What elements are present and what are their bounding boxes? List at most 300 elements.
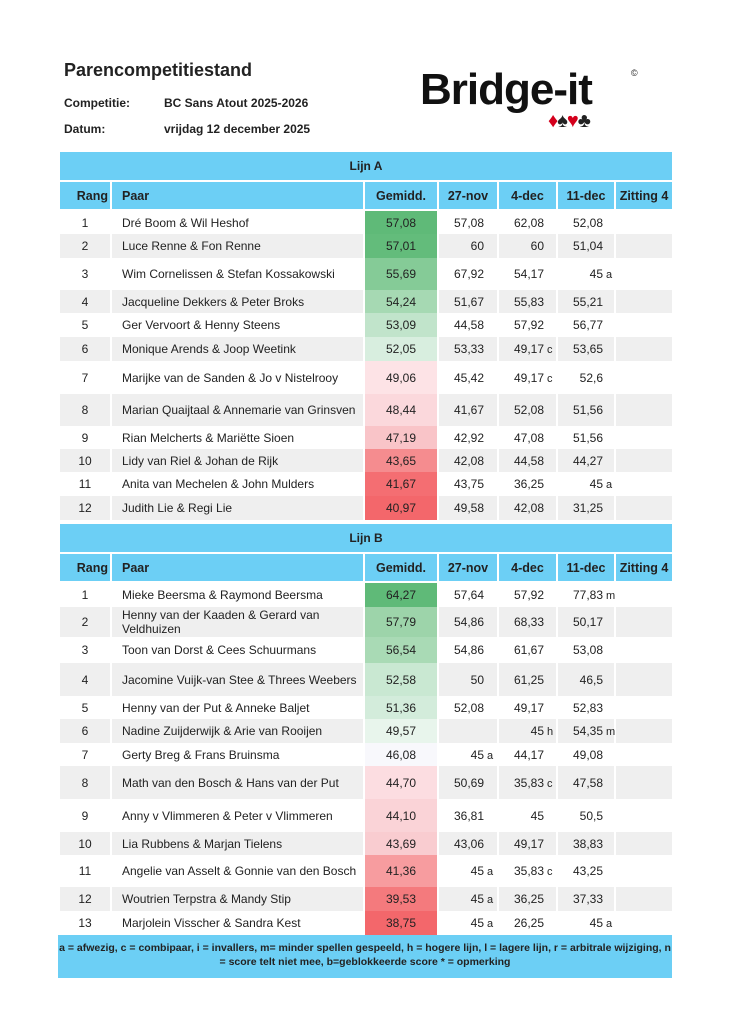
session-score-cell (557, 696, 615, 719)
column-header: Rang (59, 553, 111, 582)
table-row (59, 234, 673, 258)
average-cell: 49,06 (364, 361, 438, 394)
session-4-cell (615, 394, 673, 426)
session-4-cell (615, 911, 673, 935)
session-score-cell (438, 582, 498, 607)
score-flag: c (547, 344, 553, 356)
session-score-cell (498, 496, 557, 520)
score-value: 50,69 (453, 775, 484, 790)
score-value: 45 (470, 892, 484, 906)
session-score-cell (498, 426, 557, 449)
session-4-cell (615, 766, 673, 799)
score-value: 51,67 (453, 294, 484, 309)
column-header-row (59, 181, 673, 210)
average-cell: 41,67 (364, 472, 438, 496)
pair-name-cell: Ger Vervoort & Henny Steens (111, 313, 364, 337)
score-flag: a (606, 269, 613, 281)
score-value: 52,83 (572, 700, 603, 715)
table-row (59, 887, 673, 911)
line-title: Lijn A (59, 151, 673, 181)
session-score-cell (438, 663, 498, 696)
score-value: 35,83 (513, 775, 544, 790)
session-score-cell (557, 887, 615, 911)
session-score-cell (438, 426, 498, 449)
average-cell: 56,54 (364, 637, 438, 663)
session-4-cell (615, 258, 673, 290)
score-value: 61,67 (513, 643, 544, 657)
table-row (59, 449, 673, 472)
logo-copyright: © (631, 68, 638, 78)
score-value: 57,08 (453, 215, 484, 230)
score-value: 47,58 (572, 775, 603, 790)
pair-name-cell: Monique Arends & Joop Weetink (111, 337, 364, 361)
session-score-cell (557, 449, 615, 472)
rank-cell: 12 (59, 887, 111, 911)
column-header: Gemidd. (364, 553, 438, 582)
pair-name-cell: Luce Renne & Fon Renne (111, 234, 364, 258)
session-4-cell (615, 337, 673, 361)
average-cell: 47,19 (364, 426, 438, 449)
table-row (59, 832, 673, 855)
session-4-cell (615, 607, 673, 637)
session-score-cell (438, 911, 498, 935)
score-value: 45 (589, 267, 603, 281)
column-header: 27-nov (438, 181, 498, 210)
score-flag: a (487, 894, 494, 906)
average-cell: 48,44 (364, 394, 438, 426)
session-score-cell (498, 472, 557, 496)
score-value: 55,21 (572, 294, 603, 309)
table-row (59, 855, 673, 887)
score-value: 49,17 (513, 342, 544, 356)
table-row (59, 313, 673, 337)
score-value: 54,86 (453, 643, 484, 657)
table-row (59, 426, 673, 449)
score-value: 45 (530, 808, 544, 823)
score-value: 45 (470, 747, 484, 762)
score-value: 26,25 (513, 916, 544, 930)
score-value: 49,08 (572, 747, 603, 762)
session-score-cell (498, 911, 557, 935)
datum-value: vrijdag 12 december 2025 (164, 122, 311, 136)
session-score-cell (498, 663, 557, 696)
datum-label: Datum: (64, 122, 106, 136)
score-flag: a (487, 866, 494, 878)
session-score-cell (557, 426, 615, 449)
session-score-cell (438, 472, 498, 496)
rank-cell: 1 (59, 582, 111, 607)
session-score-cell (438, 743, 498, 766)
session-score-cell (557, 394, 615, 426)
column-header: 27-nov (438, 553, 498, 582)
score-flag: a (487, 918, 494, 930)
rank-cell: 10 (59, 449, 111, 472)
session-score-cell (438, 337, 498, 361)
column-header: 4-dec (498, 553, 557, 582)
score-value: 45,42 (453, 370, 484, 385)
pair-name-cell: Henny van der Put & Anneke Baljet (111, 696, 364, 719)
score-flag: a (487, 749, 494, 762)
score-value: 49,17 (513, 370, 544, 385)
score-value: 41,67 (453, 403, 484, 417)
rank-cell: 13 (59, 911, 111, 935)
average-cell: 52,05 (364, 337, 438, 361)
session-score-cell (438, 258, 498, 290)
session-score-cell (498, 337, 557, 361)
average-cell: 44,70 (364, 766, 438, 799)
average-cell: 55,69 (364, 258, 438, 290)
session-4-cell (615, 313, 673, 337)
score-value: 49,58 (453, 501, 484, 515)
average-cell: 54,24 (364, 290, 438, 313)
column-header: Paar (111, 553, 364, 582)
line-header (59, 151, 673, 181)
session-score-cell (498, 832, 557, 855)
rank-cell: 1 (59, 210, 111, 234)
session-score-cell (498, 361, 557, 394)
pair-name-cell: Dré Boom & Wil Heshof (111, 210, 364, 234)
bridge-it-logo (420, 66, 650, 136)
session-4-cell (615, 361, 673, 394)
session-4-cell (615, 210, 673, 234)
rank-cell: 5 (59, 696, 111, 719)
session-4-cell (615, 449, 673, 472)
session-score-cell (557, 313, 615, 337)
average-cell: 51,36 (364, 696, 438, 719)
competitie-value: BC Sans Atout 2025-2026 (164, 96, 309, 110)
score-value: 52,08 (572, 215, 603, 230)
score-flag: m (606, 590, 616, 602)
logo-text: Bridge-it (420, 65, 592, 114)
pair-name-cell: Gerty Breg & Frans Bruinsma (111, 743, 364, 766)
table-row (59, 394, 673, 426)
score-flag: a (606, 479, 613, 491)
average-cell: 43,69 (364, 832, 438, 855)
session-score-cell (498, 210, 557, 234)
column-header: Zitting 4 (615, 181, 673, 210)
score-value: 44,27 (572, 453, 603, 468)
score-value: 38,83 (572, 836, 603, 851)
table-row (59, 637, 673, 663)
rank-cell: 11 (59, 855, 111, 887)
session-score-cell (557, 743, 615, 766)
average-cell: 39,53 (364, 887, 438, 911)
pair-name-cell: Woutrien Terpstra & Mandy Stip (111, 887, 364, 911)
session-score-cell (498, 394, 557, 426)
session-score-cell (438, 394, 498, 426)
score-value: 50,17 (572, 615, 603, 629)
score-value: 62,08 (513, 215, 544, 230)
rank-cell: 8 (59, 394, 111, 426)
session-score-cell (557, 855, 615, 887)
table-row (59, 472, 673, 496)
rank-cell: 9 (59, 799, 111, 832)
table-row (59, 582, 673, 607)
rank-cell: 6 (59, 337, 111, 361)
session-score-cell (438, 361, 498, 394)
score-value: 50,5 (579, 808, 603, 823)
session-score-cell (498, 766, 557, 799)
table-row (59, 696, 673, 719)
rank-cell: 4 (59, 290, 111, 313)
rank-cell: 8 (59, 766, 111, 799)
score-value: 47,08 (513, 430, 544, 445)
line-title: Lijn B (59, 523, 673, 553)
session-score-cell (498, 290, 557, 313)
session-score-cell (557, 361, 615, 394)
rank-cell: 11 (59, 472, 111, 496)
pair-name-cell: Rian Melcherts & Mariëtte Sioen (111, 426, 364, 449)
rank-cell: 3 (59, 258, 111, 290)
column-header-row (59, 553, 673, 582)
score-value: 36,25 (513, 892, 544, 906)
score-value: 45 (589, 477, 603, 491)
session-score-cell (438, 290, 498, 313)
score-value: 54,17 (513, 267, 544, 281)
pair-name-cell: Math van den Bosch & Hans van der Put (111, 766, 364, 799)
session-score-cell (498, 696, 557, 719)
session-score-cell (438, 887, 498, 911)
score-value: 55,83 (513, 294, 544, 309)
table-row (59, 337, 673, 361)
session-4-cell (615, 472, 673, 496)
session-score-cell (557, 719, 615, 743)
rank-cell: 6 (59, 719, 111, 743)
score-value: 45 (470, 916, 484, 930)
score-value: 36,25 (513, 477, 544, 491)
score-value: 53,65 (572, 342, 603, 356)
session-score-cell (557, 337, 615, 361)
table-row (59, 607, 673, 637)
session-score-cell (498, 637, 557, 663)
score-value: 54,86 (453, 615, 484, 629)
score-value: 49,17 (513, 836, 544, 851)
score-value: 36,81 (453, 808, 484, 823)
session-score-cell (438, 234, 498, 258)
average-cell: 38,75 (364, 911, 438, 935)
rank-cell: 7 (59, 743, 111, 766)
pair-name-cell: Marijke van de Sanden & Jo v Nistelrooy (111, 361, 364, 394)
rank-cell: 9 (59, 426, 111, 449)
session-score-cell (557, 663, 615, 696)
average-cell: 41,36 (364, 855, 438, 887)
standings-table-b (58, 522, 674, 935)
average-cell: 52,58 (364, 663, 438, 696)
score-value: 44,58 (453, 318, 484, 332)
rank-cell: 12 (59, 496, 111, 520)
score-value: 51,56 (572, 403, 603, 417)
session-4-cell (615, 496, 673, 520)
score-value: 43,75 (453, 477, 484, 491)
rank-cell: 2 (59, 234, 111, 258)
session-4-cell (615, 855, 673, 887)
pair-name-cell: Mieke Beersma & Raymond Beersma (111, 582, 364, 607)
table-row (59, 743, 673, 766)
average-cell: 57,01 (364, 234, 438, 258)
session-score-cell (498, 887, 557, 911)
score-value: 53,33 (453, 342, 484, 356)
score-value: 45 (530, 724, 544, 738)
session-score-cell (557, 637, 615, 663)
session-score-cell (557, 234, 615, 258)
session-score-cell (498, 607, 557, 637)
table-row (59, 258, 673, 290)
column-header: 4-dec (498, 181, 557, 210)
table-row (59, 496, 673, 520)
session-score-cell (498, 799, 557, 832)
column-header: Zitting 4 (615, 553, 673, 582)
score-value: 61,25 (513, 672, 544, 687)
score-flag: c (547, 866, 553, 878)
score-value: 49,17 (513, 700, 544, 715)
score-value: 77,83 (572, 588, 603, 602)
score-value: 37,33 (572, 892, 603, 906)
session-score-cell (557, 832, 615, 855)
score-value: 31,25 (572, 501, 603, 515)
session-score-cell (557, 582, 615, 607)
table-row (59, 361, 673, 394)
column-header: 11-dec (557, 553, 615, 582)
average-cell: 43,65 (364, 449, 438, 472)
session-score-cell (438, 210, 498, 234)
score-value: 52,08 (513, 403, 544, 417)
score-value: 57,64 (453, 588, 484, 602)
score-value: 57,92 (513, 318, 544, 332)
score-flag: c (547, 372, 553, 385)
score-value: 52,08 (453, 700, 484, 715)
average-cell: 46,08 (364, 743, 438, 766)
pair-name-cell: Anita van Mechelen & John Mulders (111, 472, 364, 496)
score-value: 42,08 (453, 453, 484, 468)
session-score-cell (438, 496, 498, 520)
session-score-cell (498, 855, 557, 887)
score-value: 68,33 (513, 615, 544, 629)
score-value: 44,17 (513, 747, 544, 762)
pair-name-cell: Lia Rubbens & Marjan Tielens (111, 832, 364, 855)
session-score-cell (498, 234, 557, 258)
session-score-cell (498, 719, 557, 743)
score-value: 45 (589, 916, 603, 930)
session-4-cell (615, 832, 673, 855)
table-row (59, 290, 673, 313)
pair-name-cell: Marian Quaijtaal & Annemarie van Grinsven (111, 394, 364, 426)
session-score-cell (557, 911, 615, 935)
table-row (59, 719, 673, 743)
score-value: 54,35 (572, 724, 603, 738)
standings-table-a (58, 150, 674, 520)
line-header (59, 523, 673, 553)
session-4-cell (615, 637, 673, 663)
pair-name-cell: Lidy van Riel & Johan de Rijk (111, 449, 364, 472)
session-score-cell (557, 766, 615, 799)
session-score-cell (438, 607, 498, 637)
session-score-cell (498, 258, 557, 290)
average-cell: 44,10 (364, 799, 438, 832)
rank-cell: 10 (59, 832, 111, 855)
score-value: 51,56 (572, 430, 603, 445)
session-4-cell (615, 663, 673, 696)
score-value: 50 (470, 672, 484, 687)
session-score-cell (438, 696, 498, 719)
session-4-cell (615, 799, 673, 832)
average-cell: 40,97 (364, 496, 438, 520)
session-score-cell (438, 855, 498, 887)
table-row (59, 663, 673, 696)
session-score-cell (557, 210, 615, 234)
session-score-cell (498, 582, 557, 607)
rank-cell: 7 (59, 361, 111, 394)
rank-cell: 5 (59, 313, 111, 337)
score-value: 56,77 (572, 318, 603, 332)
session-score-cell (438, 766, 498, 799)
score-value: 53,08 (572, 643, 603, 657)
score-value: 51,04 (572, 239, 603, 253)
score-value: 43,25 (572, 864, 603, 878)
card-suits-icon: ♦♠♥♣ (548, 110, 590, 132)
session-score-cell (557, 472, 615, 496)
pair-name-cell: Anny v Vlimmeren & Peter v Vlimmeren (111, 799, 364, 832)
score-value: 57,92 (513, 588, 544, 602)
session-score-cell (438, 637, 498, 663)
average-cell: 57,79 (364, 607, 438, 637)
session-4-cell (615, 234, 673, 258)
session-score-cell (498, 743, 557, 766)
score-flag: c (547, 777, 553, 790)
column-header: 11-dec (557, 181, 615, 210)
column-header: Paar (111, 181, 364, 210)
score-value: 60 (470, 239, 484, 253)
legend-footer: a = afwezig, c = combipaar, i = invallers, m= minder spellen gespeeld, h = hogere lijn, l = lagere lijn, r = arbitrale wijziging, n = score telt niet mee, b=geblokkeerde score * = opmerking (58, 935, 672, 978)
session-4-cell (615, 743, 673, 766)
session-4-cell (615, 887, 673, 911)
session-4-cell (615, 426, 673, 449)
average-cell: 49,57 (364, 719, 438, 743)
pair-name-cell: Toon van Dorst & Cees Schuurmans (111, 637, 364, 663)
pair-name-cell: Nadine Zuijderwijk & Arie van Rooijen (111, 719, 364, 743)
session-score-cell (438, 832, 498, 855)
table-row (59, 766, 673, 799)
session-score-cell (557, 607, 615, 637)
competitie-label: Competitie: (64, 96, 130, 110)
score-value: 35,83 (513, 864, 544, 878)
average-cell: 64,27 (364, 582, 438, 607)
score-value: 60 (530, 239, 544, 253)
session-score-cell (438, 719, 498, 743)
rank-cell: 2 (59, 607, 111, 637)
session-score-cell (557, 290, 615, 313)
session-4-cell (615, 582, 673, 607)
table-row (59, 799, 673, 832)
session-score-cell (438, 313, 498, 337)
session-score-cell (438, 449, 498, 472)
score-value: 43,06 (453, 836, 484, 851)
average-cell: 57,08 (364, 210, 438, 234)
score-value: 67,92 (453, 267, 484, 281)
score-flag: m (606, 726, 616, 738)
table-row (59, 911, 673, 935)
session-score-cell (557, 496, 615, 520)
score-value: 46,5 (579, 672, 603, 687)
score-value: 45 (470, 864, 484, 878)
score-value: 44,58 (513, 453, 544, 468)
pair-name-cell: Jacomine Vuijk-van Stee & Threes Weebers (111, 663, 364, 696)
score-flag: a (606, 918, 613, 930)
session-4-cell (615, 719, 673, 743)
session-score-cell (557, 258, 615, 290)
session-score-cell (498, 449, 557, 472)
score-value: 42,92 (453, 430, 484, 445)
rank-cell: 3 (59, 637, 111, 663)
